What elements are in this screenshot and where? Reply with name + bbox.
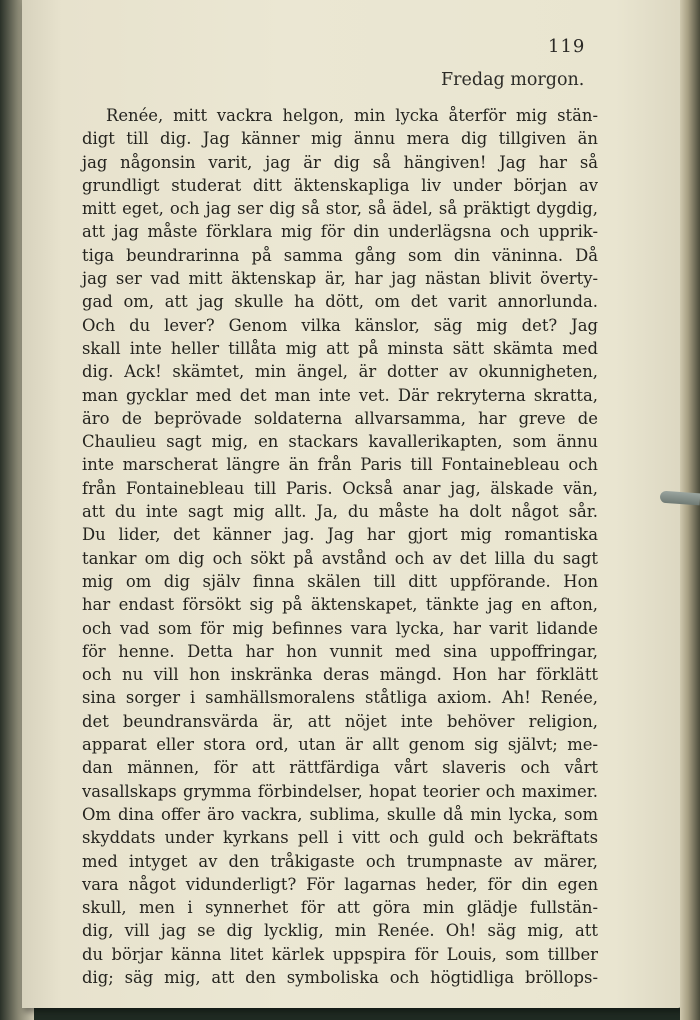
text-line: dig; säg mig, att den symboliska och högtidliga bröllops-	[82, 967, 598, 987]
text-line: Chaulieu sagt mig, en stackars kavallerikapten, som ännu	[82, 432, 598, 452]
text-line: Renée, mitt vackra helgon, min lycka återför mig stän-	[106, 106, 598, 125]
text-line: sina sorger i samhällsmoralens ståtliga axiom. Ah! Renée,	[82, 688, 598, 708]
text-line: från Fontainebleau till Paris. Också anar jag, älskade vän,	[82, 478, 598, 498]
text-line: jag ser vad mitt äktenskap är, har jag nästan blivit överty-	[82, 269, 598, 289]
text-line: gad om, att jag skulle ha dött, om det varit annorlunda.	[82, 292, 598, 312]
text-line: vara något vidunderligt? För lagarnas heder, för din egen	[82, 874, 598, 894]
text-line: apparat eller stora ord, utan är allt genom sig självt; me-	[82, 735, 598, 755]
text-line: mitt eget, och jag ser dig så stor, så ädel, så präktigt dygdig,	[82, 199, 598, 219]
text-line: man gycklar med det man inte vet. Där rekryterna skratta,	[82, 385, 598, 405]
text-line: digt till dig. Jag känner mig ännu mera dig tillgiven än	[82, 129, 598, 149]
text-line: och vad som för mig befinnes vara lycka, har varit lidande	[82, 618, 598, 638]
text-line: det beundransvärda är, att nöjet inte behöver religion,	[82, 711, 598, 731]
text-line: med intyget av den tråkigaste och trumpnaste av märer,	[82, 851, 598, 871]
text-line: skull, men i synnerhet för att göra min glädje fullstän-	[82, 898, 598, 918]
text-line: inte marscherat längre än från Paris till Fontainebleau och	[82, 455, 598, 475]
text-line: skyddats under kyrkans pell i vitt och guld och bekräftats	[82, 828, 598, 848]
text-line: skall inte heller tillåta mig att på minsta sätt skämta med	[82, 338, 598, 358]
text-line: dig. Ack! skämtet, min ängel, är dotter av okunnigheten,	[82, 362, 598, 382]
text-line: vasallskaps grymma förbindelser, hopat teorier och maximer.	[82, 781, 598, 801]
text-line: grundligt studerat ditt äktenskapliga liv under början av	[82, 175, 598, 195]
text-line: Och du lever? Genom vilka känslor, säg mig det? Jag	[82, 315, 598, 335]
body-text	[82, 104, 598, 989]
text-line: har endast försökt sig på äktenskapet, tänkte jag en afton,	[82, 595, 598, 615]
text-line: dan männen, för att rättfärdiga vårt slaveris och vårt	[82, 758, 598, 778]
text-line: att du inte sagt mig allt. Ja, du måste ha dolt något sår.	[82, 502, 598, 522]
text-line: Du lider, det känner jag. Jag har gjort mig romantiska	[82, 525, 598, 545]
text-line: jag någonsin varit, jag är dig så hängiven! Jag har så	[82, 152, 598, 172]
text-line: äro de beprövade soldaterna allvarsamma, har greve de	[82, 408, 598, 428]
letter-heading: Fredag morgon.	[441, 70, 585, 90]
text-line: för henne. Detta har hon vunnit med sina uppoffringar,	[82, 641, 598, 661]
page-number: 119	[548, 36, 586, 57]
text-line: tiga beundrarinna på samma gång som din väninna. Då	[82, 245, 598, 265]
text-line: och nu vill hon inskränka deras mängd. Hon har förklätt	[82, 665, 598, 685]
text-line: Om dina offer äro vackra, sublima, skulle då min lycka, som	[82, 804, 598, 824]
text-line: dig, vill jag se dig lycklig, min Renée. Oh! säg mig, att	[82, 921, 598, 941]
page-edge	[680, 0, 700, 1020]
text-line: att jag måste förklara mig för din underlägsna och upprik-	[82, 222, 598, 242]
text-line: du börjar känna litet kärlek uppspira för Louis, som tillber	[82, 944, 598, 964]
text-line: mig om dig själv finna skälen till ditt uppförande. Hon	[82, 571, 598, 591]
text-line: tankar om dig och sökt på avstånd och av det lilla du sagt	[82, 548, 598, 568]
